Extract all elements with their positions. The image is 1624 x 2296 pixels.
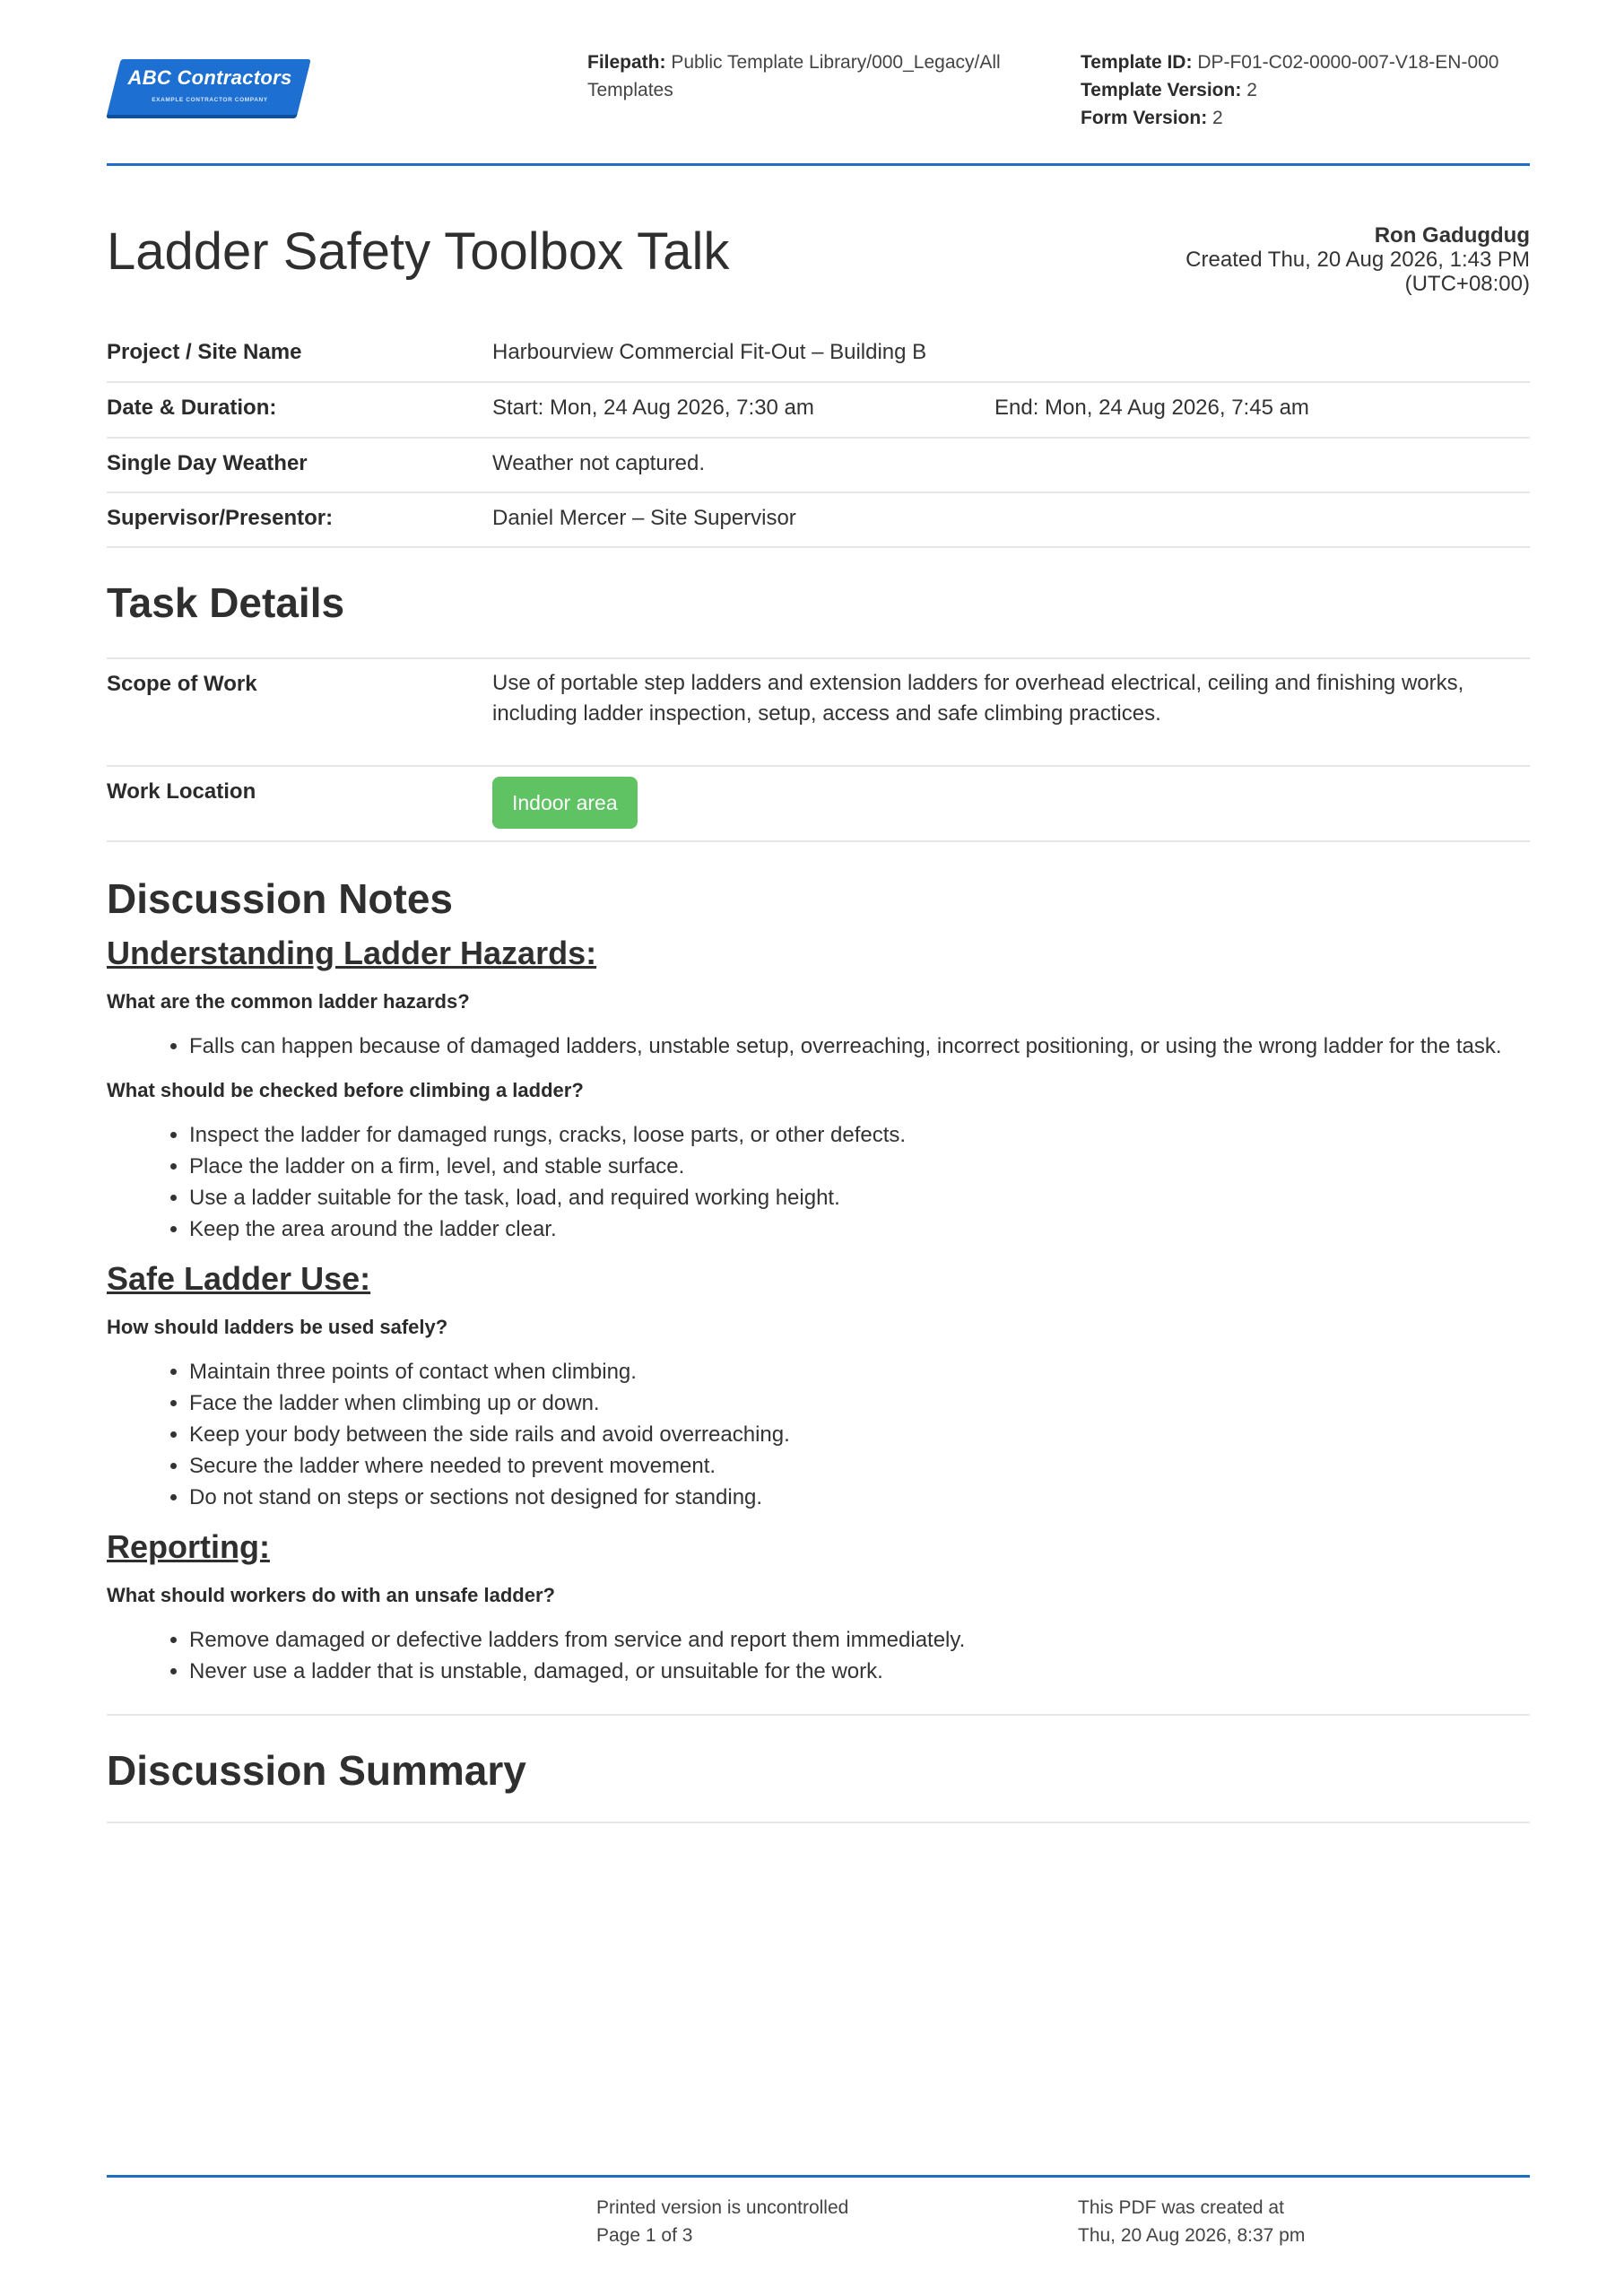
list-item: • Never use a ladder that is unstable, damaged, or unsuitable for the work. — [189, 1656, 1530, 1687]
template-id-label: Template ID: — [1081, 52, 1193, 73]
list-item: • Falls can happen because of damaged ladders, unstable setup, overreaching, incorrect positioning, or using the wrong ladder for the task. — [189, 1031, 1530, 1062]
project-row — [107, 329, 1530, 383]
filepath-value: Public Template Library/000_Legacy/All Templates — [587, 52, 1001, 100]
logo-tagline: EXAMPLE CONTRACTOR COMPANY — [152, 97, 268, 103]
scope-row — [107, 657, 1530, 765]
discussion-summary-heading: Discussion Summary — [107, 1747, 526, 1794]
list-item: • Keep your body between the side rails and avoid overreaching. — [189, 1419, 1530, 1450]
filepath-label: Filepath: — [587, 52, 666, 73]
page — [107, 0, 1530, 1823]
form-version-row — [1081, 104, 1529, 132]
form-version-label: Form Version: — [1081, 108, 1208, 128]
hazards-heading: Understanding Ladder Hazards: — [107, 935, 597, 971]
created-info — [1185, 223, 1530, 296]
task-details-section — [107, 548, 1530, 657]
created-date: Created Thu, 20 Aug 2026, 1:43 PM — [1185, 248, 1530, 272]
document-header — [107, 0, 1530, 166]
company-logo — [107, 59, 313, 120]
safe-use-heading: Safe Ladder Use: — [107, 1260, 371, 1297]
list-item: • Place the ladder on a firm, level, and stable surface. — [189, 1151, 1530, 1182]
task-details-heading: Task Details — [107, 579, 345, 626]
reporting-list — [107, 1624, 1530, 1687]
safe-use-question: How should ladders be used safely? — [107, 1316, 448, 1338]
author-name: Ron Gadugdug — [1374, 223, 1530, 248]
template-version-label: Template Version: — [1081, 80, 1242, 100]
list-item: • Face the ladder when climbing up or down. — [189, 1387, 1530, 1419]
supervisor-label: Supervisor/Presentor: — [107, 506, 334, 530]
date-end: End: Mon, 24 Aug 2026, 7:45 am — [994, 396, 1309, 420]
discussion-notes-heading: Discussion Notes — [107, 875, 453, 922]
document-footer — [107, 2175, 1530, 2246]
hazards-list-2 — [107, 1119, 1530, 1245]
weather-label: Single Day Weather — [107, 451, 308, 475]
template-meta — [1081, 48, 1529, 132]
template-version-value: 2 — [1246, 80, 1257, 100]
filepath-block — [587, 48, 1054, 104]
footer-right — [1078, 2194, 1305, 2249]
date-start: Start: Mon, 24 Aug 2026, 7:30 am — [492, 396, 814, 420]
list-item: • Maintain three points of contact when climbing. — [189, 1356, 1530, 1387]
supervisor-value: Daniel Mercer – Site Supervisor — [492, 506, 796, 530]
supervisor-row — [107, 493, 1530, 548]
weather-value: Weather not captured. — [492, 451, 706, 475]
date-label: Date & Duration: — [107, 396, 277, 420]
safe-use-list — [107, 1356, 1530, 1513]
pdf-created-date: Thu, 20 Aug 2026, 8:37 pm — [1078, 2225, 1306, 2246]
form-version-value: 2 — [1212, 108, 1223, 128]
location-badge: Indoor area — [492, 777, 638, 829]
template-id-row — [1081, 48, 1529, 76]
project-value: Harbourview Commercial Fit-Out – Building B — [492, 340, 927, 364]
hazards-question-2: What should be checked before climbing a ladder? — [107, 1079, 584, 1101]
date-row — [107, 383, 1530, 439]
weather-row — [107, 439, 1530, 493]
hazards-question-1: What are the common ladder hazards? — [107, 990, 470, 1013]
project-label: Project / Site Name — [107, 340, 302, 364]
logo-name: ABC Contractors — [127, 66, 292, 89]
list-item: • Keep the area around the ladder clear. — [189, 1213, 1530, 1245]
template-id-value: DP-F01-C02-0000-007-V18-EN-000 — [1197, 52, 1499, 73]
hazards-list-1 — [107, 1031, 1530, 1062]
divider — [107, 1822, 1530, 1823]
list-item: • Inspect the ladder for damaged rungs, cracks, loose parts, or other defects. — [189, 1119, 1530, 1151]
list-item: • Remove damaged or defective ladders from service and report them immediately. — [189, 1624, 1530, 1656]
list-item: • Secure the ladder where needed to prevent movement. — [189, 1450, 1530, 1482]
uncontrolled-note: Printed version is uncontrolled — [596, 2197, 849, 2218]
template-version-row — [1081, 76, 1529, 104]
scope-label: Scope of Work — [107, 672, 257, 696]
title-block — [107, 166, 1530, 329]
document-title: Ladder Safety Toolbox Talk — [107, 222, 730, 281]
location-row — [107, 765, 1530, 842]
page-number: Page 1 of 3 — [596, 2225, 693, 2246]
reporting-heading: Reporting: — [107, 1528, 270, 1565]
location-label: Work Location — [107, 779, 256, 804]
list-item: • Do not stand on steps or sections not designed for standing. — [189, 1482, 1530, 1513]
created-timezone: (UTC+08:00) — [1404, 272, 1530, 296]
pdf-created-label: This PDF was created at — [1078, 2197, 1284, 2218]
list-item: • Use a ladder suitable for the task, load, and required working height. — [189, 1182, 1530, 1213]
scope-value: Use of portable step ladders and extension ladders for overhead electrical, ceiling and finishing works, including ladder inspection, setup, access and safe climbing practices. — [492, 671, 1464, 726]
footer-left — [596, 2194, 848, 2249]
reporting-question: What should workers do with an unsafe ladder? — [107, 1584, 555, 1606]
